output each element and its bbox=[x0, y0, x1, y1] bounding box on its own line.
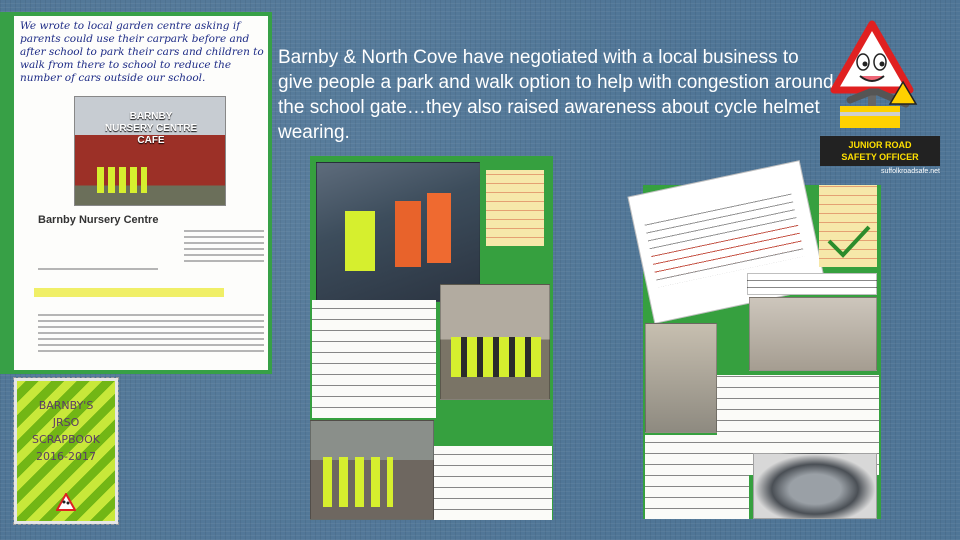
photo-lorry bbox=[440, 284, 550, 400]
sign-line-3: CAFE bbox=[137, 135, 165, 146]
helmet-collage bbox=[643, 185, 881, 519]
warning-sign-icon bbox=[56, 493, 76, 511]
sign-line-1: BARNBY bbox=[129, 111, 173, 122]
handwritten-panel-4 bbox=[645, 435, 749, 519]
photo-children-outdoor bbox=[310, 420, 434, 520]
photo-patient bbox=[749, 297, 877, 371]
letter-page bbox=[14, 16, 268, 370]
sticky-note-check bbox=[819, 185, 877, 267]
scrapbook-cover bbox=[14, 378, 118, 524]
jrso-logo bbox=[820, 20, 960, 178]
cover-line-4: 2016-2017 bbox=[36, 450, 96, 463]
letter-highlight bbox=[34, 288, 224, 297]
handwritten-panel-1 bbox=[312, 300, 436, 418]
cover-line-1: BARNBY'S bbox=[38, 399, 94, 412]
photo-children-hi-vis bbox=[316, 162, 480, 302]
children-in-hi-vis bbox=[97, 167, 147, 193]
letter-collage bbox=[0, 12, 272, 374]
sign-line-2: NURSERY CENTRE bbox=[104, 123, 198, 134]
letter-body bbox=[38, 314, 264, 356]
main-statement: Barnby & North Cove have negotiated with a local business to give people a park and walk option to help with congestion around the school gate…they also raised awareness about cycle helmet wearing. bbox=[278, 47, 834, 143]
photo-collage bbox=[310, 156, 553, 520]
photo-hospital-bed bbox=[645, 323, 717, 433]
sticky-note bbox=[486, 170, 544, 246]
mascot-sign-icon bbox=[820, 20, 940, 138]
logo-banner-line-2: SAFETY OFFICER bbox=[841, 152, 919, 162]
cover-line-2: JRSO bbox=[52, 416, 80, 429]
logo-url: suffolkroadsafe.net bbox=[880, 168, 940, 175]
handwritten-panel-2 bbox=[434, 446, 552, 520]
cover-line-3: SCRAPBOOK bbox=[32, 433, 100, 446]
letter-title: Barnby Nursery Centre bbox=[38, 214, 159, 226]
building-sign bbox=[83, 111, 219, 147]
photo-damaged-helmet bbox=[753, 453, 877, 519]
photo-caption bbox=[747, 273, 877, 295]
logo-banner bbox=[820, 136, 940, 166]
logo-banner-line-1: JUNIOR ROAD bbox=[848, 140, 912, 150]
checkmark-icon bbox=[819, 185, 877, 267]
letter-date bbox=[38, 268, 158, 274]
nursery-building-photo bbox=[74, 96, 226, 206]
handwritten-note: We wrote to local garden centre asking if parents could use their carpark before and after school to park their cars and children to walk from there to school to reduce the number of cars outside our school. bbox=[20, 20, 264, 84]
letter-address bbox=[184, 230, 264, 266]
